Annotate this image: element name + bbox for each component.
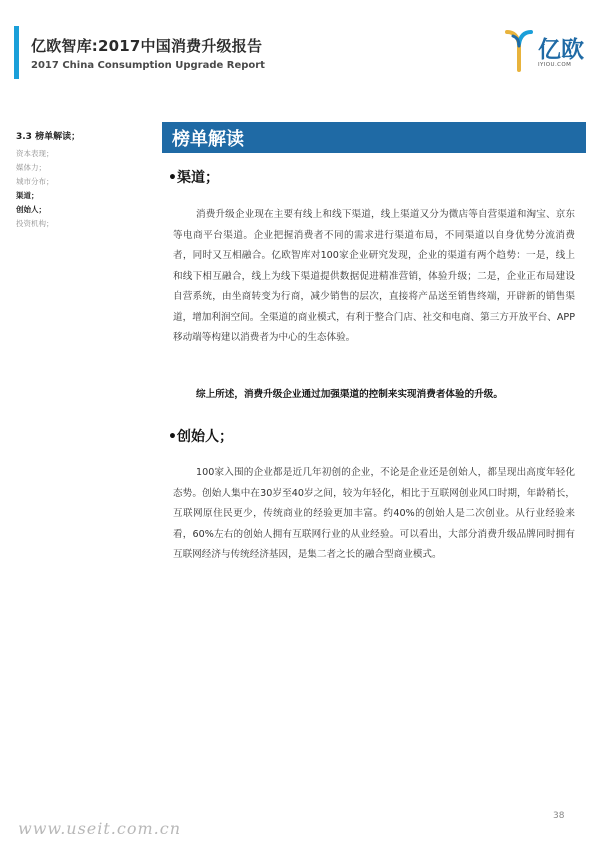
sidebar-item-media[interactable]: 媒体力； (16, 163, 46, 172)
paragraph-founders: 100家入围的企业都是近几年初创的企业，不论是企业还是创始人，都呈现出高度年轻化态势。创始人集中在30岁至40岁之间，较为年轻化，相比于互联网创业风口时期，年龄稍长，互联网原住民更少，传统商业的经验更加丰富。约40%的创始人是二次创业。从行业经验来看，60%左右的创始人拥有互联网行业的从业经验。可以看出，大部分消费升级品牌同时拥有互联网经济与传统经济基因，是集二者之长的融合型商业模式。 (173, 467, 575, 560)
section-banner-title: 榜单解读 (172, 129, 244, 150)
sidebar-item-capital[interactable]: 资本表现； (16, 149, 54, 158)
logo-domain: IYIOU.COM (538, 62, 572, 68)
section-banner (162, 122, 586, 153)
page-number: 38 (553, 811, 565, 821)
paragraph-channels: 消费升级企业现在主要有线上和线下渠道，线上渠道又分为微店等自营渠道和淘宝、京东等电商平台渠道。企业把握消费者不同的需求进行渠道布局，不同渠道以自身优势分流消费者，同时又互相融合。亿欧智库对100家企业研究发现，企业的渠道有两个趋势：一是，线上和线下相互融合，线上为线下渠道提供数据促进精准营销，体验升级；二是，企业正布局建设自营系统，由坐商转变为行商，减少销售的层次，直接将产品送至销售终端，开辟新的销售渠道，增加利润空间。全渠道的商业模式，有利于整合门店、社交和电商、第三方开放平台、APP移动端等构建以消费者为中心的生态体验。 (173, 209, 575, 343)
paragraph-channels-summary: 综上所述，消费升级企业通过加强渠道的控制来实现消费者体验的升级。 (196, 389, 503, 400)
sidebar-item-investors[interactable]: 投资机构； (16, 219, 54, 228)
heading-channels: •渠道； (168, 170, 219, 186)
sidebar-item-channels[interactable]: 渠道； (16, 191, 39, 200)
sidebar-nav (16, 129, 146, 231)
report-subtitle: 2017 China Consumption Upgrade Report (31, 60, 265, 71)
watermark: www.useit.com.cn (18, 819, 182, 838)
sidebar-item-founders[interactable]: 创始人； (16, 205, 46, 214)
report-title: 亿欧智库:2017中国消费升级报告 (31, 37, 263, 55)
logo-wordmark: 亿欧 (538, 37, 584, 63)
heading-founders: •创始人； (168, 429, 233, 445)
sidebar-item-cities[interactable]: 城市分布； (16, 177, 54, 186)
sidebar-section-title: 3.3 榜单解读； (16, 132, 81, 142)
header-accent-bar (14, 26, 19, 79)
